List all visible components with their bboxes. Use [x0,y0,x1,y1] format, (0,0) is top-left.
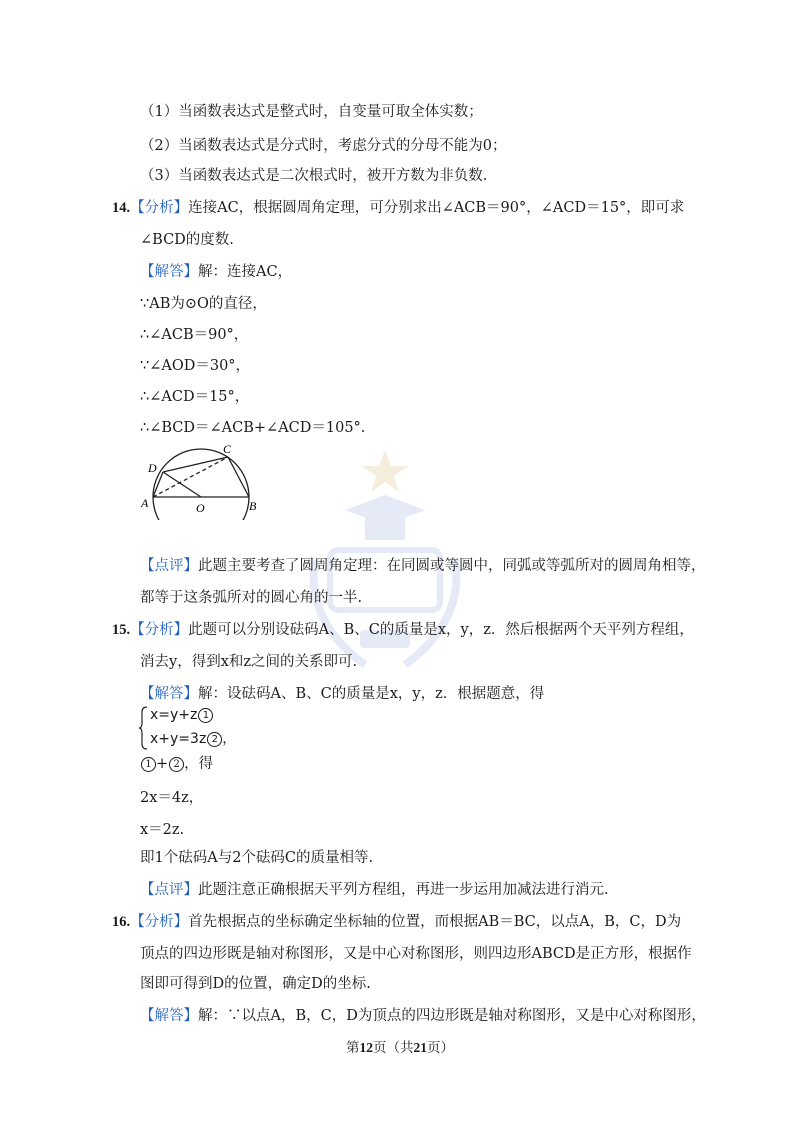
circled-1-icon: 1 [141,757,156,772]
segment-cb [228,457,249,497]
current-page: 12 [359,1040,373,1055]
equation-1: x=y+z 1 [150,704,213,726]
note-2: （2）当函数表达式是分式时，考虑分式的分母不能为0； [140,138,507,154]
q15-answer-line [140,684,544,704]
q15-analysis-line-1 [112,620,694,640]
analysis-tag: 【分析】 [130,200,189,216]
q15-step-x: x＝2z. [140,822,185,838]
label-d: D [148,461,157,475]
comment-tag: 【点评】 [140,882,198,898]
q14-step-2: ∴∠ACB＝90°， [140,327,249,343]
q14-answer-line [140,262,292,282]
total-pages: 21 [413,1040,427,1055]
q16-answer-line [140,1006,706,1026]
circle-figure [138,440,268,520]
equation-2: x+y=3z 2 ， [150,731,237,747]
brace-icon [138,706,148,750]
circled-1-icon: 1 [198,708,213,723]
q15-answer-intro: 解：设砝码A、B、C的质量是x，y，z．根据题意，得 [198,686,545,702]
q16-analysis-line-1 [112,912,681,932]
q14-analysis-text: 连接AC，根据圆周角定理，可分别求出∠ACB＝90°，∠ACD＝15°，即可求 [188,200,685,216]
note-1: （1）当函数表达式是整式时，自变量可取全体实数； [140,104,483,120]
q14-number: 14. [112,200,131,216]
answer-tag: 【解答】 [140,264,198,280]
q16-analysis-line-3: 图即可得到D的位置，确定D的坐标. [140,976,371,992]
q16-analysis-line-2: 顶点的四边形既是轴对称图形，又是中心对称图形，则四边形ABCD是正方形，根据作 [140,946,692,962]
q15-combine-line: 1 + 2 ，得 [140,754,213,774]
segment-dc [163,457,228,472]
equation-system [138,704,238,752]
q16-answer-intro: 解：∵以点A，B，C，D为顶点的四边形既是轴对称图形，又是中心对称图形， [198,1008,706,1024]
segment-ac-dashed [153,457,228,497]
q14-step-5: ∴∠BCD＝∠ACB+∠ACD＝105°. [140,420,366,436]
label-a: A [141,496,149,510]
label-b: B [249,499,257,513]
q15-number: 15. [112,622,131,638]
q15-analysis-line-2: 消去y，得到x和z之间的关系即可. [140,654,358,670]
circled-2-icon: 2 [207,732,222,747]
comment-tag: 【点评】 [140,558,198,574]
q16-analysis-text: 首先根据点的坐标确定坐标轴的位置，而根据AB＝BC，以点A，B，C，D为 [188,914,682,930]
q14-comment-line-1 [140,556,706,576]
q14-comment-text: 此题主要考查了圆周角定理：在同圆或等圆中，同弧或等弧所对的圆周角相等， [198,558,706,574]
label-o: O [196,501,205,515]
q14-step-4: ∴∠ACD＝15°， [140,389,250,405]
q15-conclusion: 即1个砝码A与2个砝码C的质量相等. [140,850,374,866]
circled-2-icon: 2 [169,757,184,772]
q15-analysis-text: 此题可以分别设砝码A、B、C的质量是x，y，z．然后根据两个天平列方程组， [188,622,694,638]
q15-comment-line [140,880,609,900]
q14-step-1: ∵AB为⊙O的直径， [140,296,267,312]
note-3: （3）当函数表达式是二次根式时，被开方数为非负数. [140,168,488,184]
analysis-tag: 【分析】 [130,622,189,638]
q16-number: 16. [112,914,131,930]
q15-step-2x: 2x＝4z， [140,790,204,806]
label-c: C [223,442,232,456]
answer-tag: 【解答】 [140,686,198,702]
q14-comment-line-2: 都等于这条弧所对的圆心角的一半. [140,590,363,606]
q14-step-3: ∵∠AOD＝30°， [140,358,251,374]
q14-analysis-line-2: ∠BCD的度数. [140,232,234,248]
page-footer: 第12页（共21页） [346,1040,454,1056]
q15-comment-text: 此题注意正确根据天平列方程组，再进一步运用加减法进行消元. [198,882,609,898]
analysis-tag: 【分析】 [130,914,189,930]
answer-tag: 【解答】 [140,1008,198,1024]
segment-do [163,472,201,497]
q14-analysis-line-1 [112,198,684,218]
q14-answer-intro: 解：连接AC， [198,264,293,280]
